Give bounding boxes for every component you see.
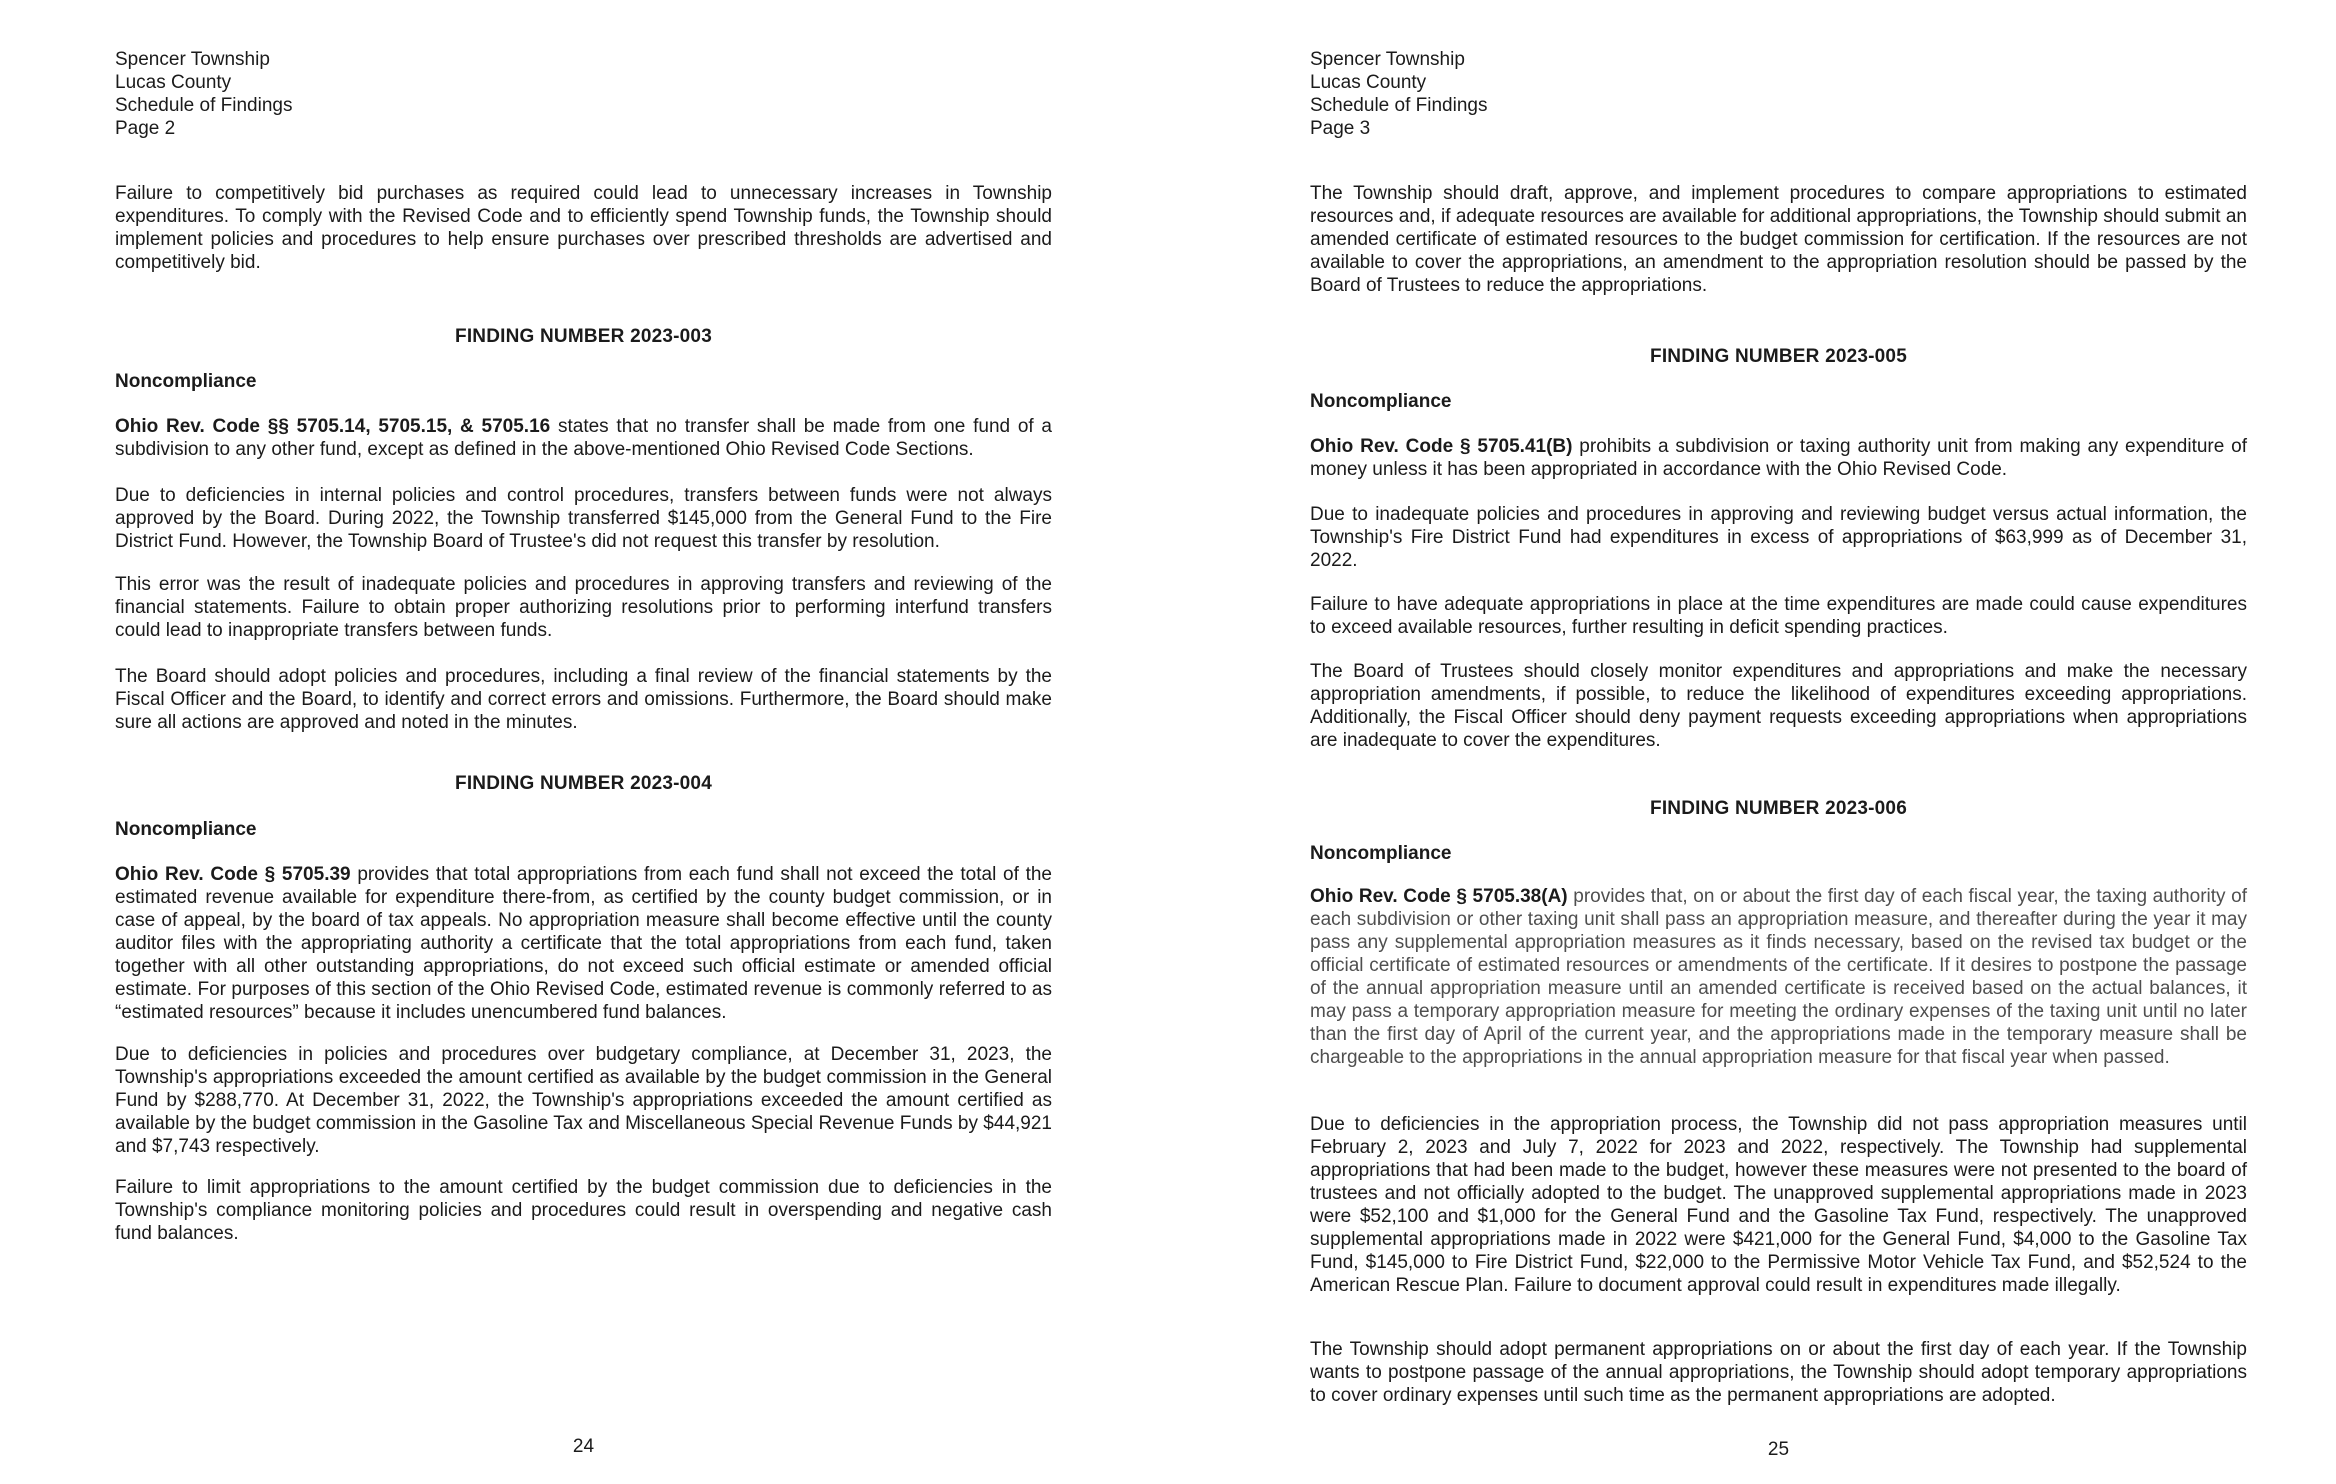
header-county: Lucas County: [1310, 72, 1427, 93]
noncompliance-label: Noncompliance: [115, 819, 257, 840]
header-page-label: Page 2: [115, 118, 176, 139]
body-paragraph: Due to deficiencies in internal policies and control procedures, transfers between funds were not always approved by the Board. During 2022, the Township transferred $145,000 from the General Fund to the Fire District Fund. However, the Township Board of Trustee's did not request this transfer by resolution.: [115, 485, 1052, 552]
body-paragraph: Due to deficiencies in the appropriation process, the Township did not pass appropriation measures until February 2, 2023 and July 7, 2022 for 2023 and 2022, respectively. The Township had supplemental appropriations that had been made to the budget, however these measures were not presented to the board of trustees and not officially adopted to the budget. The unapproved supplemental appropriations made in 2023 were $52,100 and $1,000 for the General Fund and the Gasoline Tax Fund, respectively. The unapproved supplemental appropriations made in 2022 were $421,000 for the General Fund, $4,000 to the Gasoline Tax Fund, $145,000 to Fire District Fund, $22,000 to the Permissive Motor Vehicle Tax Fund, and $52,524 to the American Rescue Plan. Failure to document approval could result in expenditures made illegally.: [1310, 1114, 2247, 1296]
code-citation: Ohio Rev. Code § 5705.38(A): [1310, 886, 1568, 907]
paragraph-text: states that no transfer shall be made from one fund of a subdivision to any other fund, except as defined in the above-mentioned Ohio Revised Code Sections.: [115, 416, 1052, 460]
noncompliance-label: Noncompliance: [1310, 843, 1452, 864]
finding-heading-2023-004: FINDING NUMBER 2023-004: [455, 773, 712, 794]
header-page-label: Page 3: [1310, 118, 1371, 139]
intro-paragraph: Failure to competitively bid purchases as required could lead to unnecessary increases in Township expenditures. To comply with the Revised Code and to efficiently spend Township funds, the Township should implement policies and procedures to help ensure purchases over prescribed thresholds are advertised and competitively bid.: [115, 183, 1052, 273]
page-header: [115, 48, 1052, 140]
intro-paragraph: The Township should draft, approve, and implement procedures to compare appropriations to estimated resources and, if adequate resources are available for additional appropriations, the Township should submit an amended certificate of estimated resources to the budget commission for certification. If the resources are not available to cover the appropriations, an amendment to the appropriation resolution should be passed by the Board of Trustees to reduce the appropriations.: [1310, 183, 2247, 296]
body-paragraph: [115, 415, 1052, 461]
body-paragraph: Failure to have adequate appropriations in place at the time expenditures are made could cause expenditures to exceed available resources, further resulting in deficit spending practices.: [1310, 594, 2247, 638]
finding-heading-2023-006: FINDING NUMBER 2023-006: [1650, 798, 1907, 819]
paragraph-text: prohibits a subdivision or taxing authority unit from making any expenditure of money unless it has been appropriated in accordance with the Ohio Revised Code.: [1310, 436, 2248, 480]
body-paragraph: This error was the result of inadequate policies and procedures in approving transfers and reviewing of the financial statements. Failure to obtain proper authorizing resolutions prior to performing interfund transfers could lead to inappropriate transfers between funds.: [115, 574, 1052, 641]
noncompliance-label: Noncompliance: [1310, 391, 1452, 412]
body-paragraph: [115, 863, 1052, 1024]
page-number: 24: [572, 1436, 595, 1457]
code-citation: Ohio Rev. Code §§ 5705.14, 5705.15, & 5705.16: [115, 416, 551, 437]
header-doc-title: Schedule of Findings: [1310, 95, 1488, 116]
body-paragraph: The Township should adopt permanent appropriations on or about the first day of each year. If the Township wants to postpone passage of the annual appropriations, the Township should adopt temporary appropriations to cover ordinary expenses until such time as the permanent appropriations are adopted.: [1310, 1339, 2247, 1406]
header-doc-title: Schedule of Findings: [115, 95, 293, 116]
body-paragraph: [1310, 435, 2247, 481]
header-county: Lucas County: [115, 72, 232, 93]
body-paragraph: Due to deficiencies in policies and procedures over budgetary compliance, at December 31, 2023, the Township's appropriations exceeded the amount certified as available by the budget commission in the General Fund by $288,770. At December 31, 2022, the Township's appropriations exceeded the amount certified as available by the budget commission in the Gasoline Tax and Miscellaneous Special Revenue Funds by $44,921 and $7,743 respectively.: [115, 1044, 1052, 1157]
body-paragraph: Due to inadequate policies and procedures in approving and reviewing budget versus actual information, the Township's Fire District Fund had expenditures in excess of appropriations of $63,999 as of December 31, 2022.: [1310, 504, 2247, 571]
paragraph-text: provides that total appropriations from each fund shall not exceed the total of the estimated revenue available for expenditure there-from, as certified by the county budget commission, or in case of appeal, by the board of tax appeals. No appropriation measure shall become effective until the county auditor files with the appropriating authority a certificate that the total appropriations from each fund, taken together with all other outstanding appropriations, do not exceed such official estimate or amended official estimate. For purposes of this section of the Ohio Revised Code, estimated revenue is commonly referred to as “estimated resources” because it includes unencumbered fund balances.: [115, 864, 1052, 1023]
body-paragraph: [1310, 885, 2247, 1069]
noncompliance-label: Noncompliance: [115, 371, 257, 392]
code-citation: Ohio Rev. Code § 5705.41(B): [1310, 436, 1573, 457]
page-number: 25: [1767, 1439, 1790, 1460]
body-paragraph: Failure to limit appropriations to the amount certified by the budget commission due to deficiencies in the Township's compliance monitoring policies and procedures could result in overspending and negative cash fund balances.: [115, 1177, 1052, 1244]
code-citation: Ohio Rev. Code § 5705.39: [115, 864, 351, 885]
header-entity: Spencer Township: [115, 49, 270, 70]
finding-heading-2023-003: FINDING NUMBER 2023-003: [455, 326, 712, 347]
page-header: [1310, 48, 2247, 140]
finding-heading-2023-005: FINDING NUMBER 2023-005: [1650, 346, 1907, 367]
paragraph-text: provides that, on or about the first day of each fiscal year, the taxing authority of each subdivision or other taxing unit shall pass an appropriation measure, and thereafter during the year it may pass any supplemental appropriation measures as it finds necessary, based on the revised tax budget or the official certificate of estimated resources or amendments of the certificate. If it desires to postpone the passage of the annual appropriation measure until an amended certificate is received based on the actual balances, it may pass a temporary appropriation measure for meeting the ordinary expenses of the taxing unit until no later than the first day of April of the current year, and the appropriations made in the temporary measure shall be chargeable to the appropriations in the annual appropriation measure for that fiscal year when passed.: [1310, 886, 2247, 1068]
body-paragraph: The Board of Trustees should closely monitor expenditures and appropriations and make the necessary appropriation amendments, if possible, to reduce the likelihood of expenditures exceeding appropriations. Additionally, the Fiscal Officer should deny payment requests exceeding appropriations when appropriations are inadequate to cover the expenditures.: [1310, 661, 2247, 751]
body-paragraph: The Board should adopt policies and procedures, including a final review of the financial statements by the Fiscal Officer and the Board, to identify and correct errors and omissions. Furthermore, the Board should make sure all actions are approved and noted in the minutes.: [115, 666, 1052, 733]
header-entity: Spencer Township: [1310, 49, 1465, 70]
